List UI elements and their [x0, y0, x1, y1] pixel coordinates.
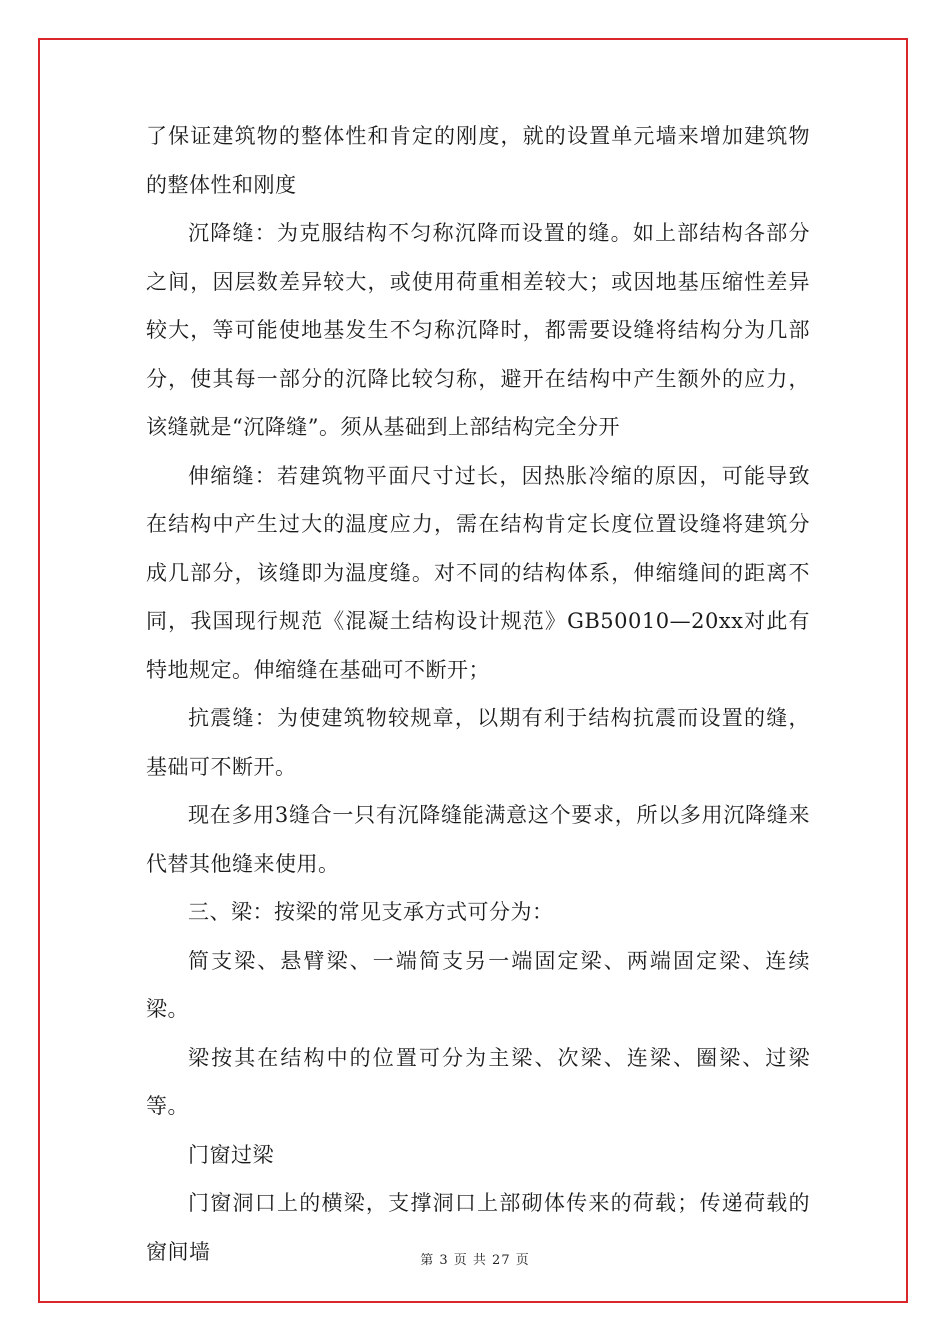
- paragraph-beam-positions: 梁按其在结构中的位置可分为主梁、次梁、连梁、圈梁、过梁等。: [146, 1045, 810, 1118]
- page-number: 第 3 页 共 27 页: [420, 1253, 530, 1268]
- paragraph-settlement-joint: 沉降缝：为克服结构不匀称沉降而设置的缝。如上部结构各部分之间，因层数差异较大，或使用荷重相差较大；或因地基压缩性差异较大，等可能使地基发生不匀称沉降时，都需要设缝将结构分为几部分，使其每一部分的沉降比较匀称，避开在结构中产生额外的应力，该缝就是“沉降缝”。须从基础到上部结构完全分开: [146, 221, 810, 439]
- document-body: [146, 112, 810, 1276]
- paragraph-continuation: 了保证建筑物的整体性和肯定的刚度，就的设置单元墙来增加建筑物的整体性和刚度: [146, 124, 810, 197]
- paragraph-three-joints: 现在多用3缝合一只有沉降缝能满意这个要求，所以多用沉降缝来代替其他缝来使用。: [146, 803, 810, 876]
- paragraph-seismic-joint: 抗震缝：为使建筑物较规章，以期有利于结构抗震而设置的缝，基础可不断开。: [146, 706, 810, 779]
- paragraph-lintel-heading: 门窗过梁: [188, 1142, 274, 1167]
- paragraph-beam-support-types: 简支梁、悬臂梁、一端简支另一端固定梁、两端固定梁、连续梁。: [146, 948, 810, 1021]
- paragraph-lintel-description: 门窗洞口上的横梁，支撑洞口上部砌体传来的荷载；传递荷载的窗间墙: [146, 1191, 810, 1264]
- paragraph-expansion-joint: 伸缩缝：若建筑物平面尺寸过长，因热胀冷缩的原因，可能导致在结构中产生过大的温度应力，需在结构肯定长度位置设缝将建筑分成几部分，该缝即为温度缝。对不同的结构体系，伸缩缝间的距离不同，我国现行规范《混凝土结构设计规范》GB50010—20xx对此有特地规定。伸缩缝在基础可不断开；: [146, 463, 810, 682]
- paragraph-section-beams: 三、梁：按梁的常见支承方式可分为：: [188, 900, 554, 924]
